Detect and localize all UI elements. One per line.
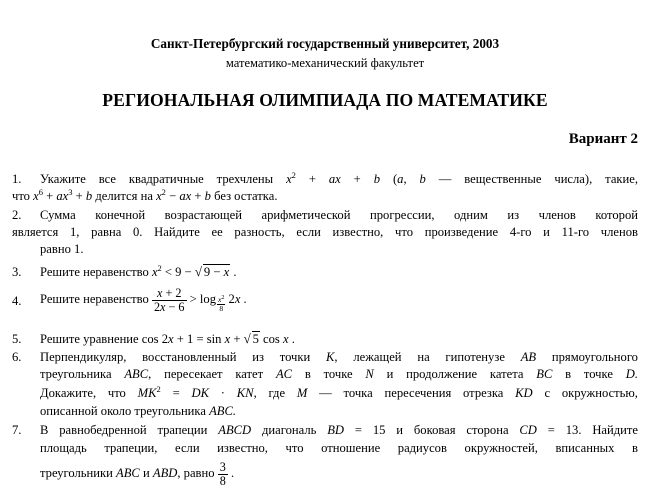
- ratio-fraction: $\frac{3}{8}$: [219, 459, 226, 488]
- problem-number: 5.: [12, 332, 22, 346]
- problem-2-line-3: равно 1.: [40, 242, 84, 256]
- formula: BD = 15: [327, 423, 386, 437]
- formula: $x^2$ − ax + b: [156, 187, 211, 203]
- problem-7-line-1: В равнобедренной трапеции ABCD диагональ BD = 15 и боковая сторона CD = 13. Найдите: [40, 423, 638, 437]
- problem-5-line: Решите уравнение cos 2x + 1 = sin x + √ 5 cos x .: [40, 332, 638, 347]
- problem-number: 1.: [12, 172, 22, 186]
- problem-number: 4.: [12, 294, 22, 308]
- problem-number: 2.: [12, 208, 22, 222]
- formula: $x^2 < 9$ − √ 9 − x .: [152, 265, 237, 279]
- problem-6-line-3: Докажите, что $MK^2$ = DK · KN, где M — точка пересечения отрезка KD с окружностью,: [40, 384, 638, 400]
- problem-6-line-4: описанной около треугольника ABC.: [40, 404, 237, 418]
- problem-2-line-2: является 1, равна 0. Найдите ее разность, если известно, что произведение 4-го и 11-го членов: [12, 225, 638, 239]
- problem-6-line-1: Перпендикуляр, восстановленный из точки K, лежащей на гипотенузе AB прямоугольного: [40, 350, 638, 364]
- formula: $x^6 + ax^3 + b$: [33, 187, 93, 203]
- formula: $MK^2$ = DK · KN, где: [137, 384, 286, 400]
- problem-6-line-2: треугольника ABC, пересекает катет AC в точке N и продолжение катета BC в точке D.: [40, 367, 638, 381]
- problem-4-line: Решите неравенство $\frac{x + 2}{2x - 6}$ > log $\frac{x^2}{8}$ 2x .: [40, 285, 247, 314]
- formula: CD = 13. Найдите: [519, 423, 638, 437]
- olympiad-title: РЕГИОНАЛЬНАЯ ОЛИМПИАДА ПО МАТЕМАТИКЕ: [102, 90, 548, 110]
- variant-label: Вариант 2: [568, 131, 638, 147]
- formula: $\frac{x + 2}{2x - 6}$ > log $\frac{x^2}{8}$ 2x .: [153, 285, 247, 314]
- problem-2-line-1: Сумма конечной возрастающей арифметической прогрессии, одним из членов которой: [40, 208, 638, 222]
- formula: $x^2$ + ax + b: [286, 170, 380, 186]
- problem-3-line: Решите неравенство $x^2 < 9$ − √ 9 − x .: [40, 265, 638, 280]
- problem-7-line-2: площадь трапеции, если известно, что отношение радиусов окружностей, вписанных в: [40, 441, 638, 455]
- problem-number: 3.: [12, 265, 22, 279]
- problem-number: 7.: [12, 423, 22, 437]
- problem-1-line-1: Укажите все квадратичные трехчлены $x^2$ + ax + b (a, b — вещественные числа), такие,: [40, 170, 639, 186]
- faculty-subtitle: математико-механический факультет: [225, 56, 425, 70]
- formula: cos 2x + 1 = sin x + √ 5 cos x .: [142, 332, 295, 346]
- problem-7-line-3: треугольники ABC и ABD, равно $\frac{3}{8}$ .: [40, 459, 235, 488]
- problem-number: 6.: [12, 350, 22, 364]
- problem-1-line-2: что $x^6 + ax^3 + b$ делится на $x^2$ − ax + b без остатка.: [12, 187, 278, 203]
- university-header: Санкт-Петербургский государственный университет, 2003: [150, 36, 500, 51]
